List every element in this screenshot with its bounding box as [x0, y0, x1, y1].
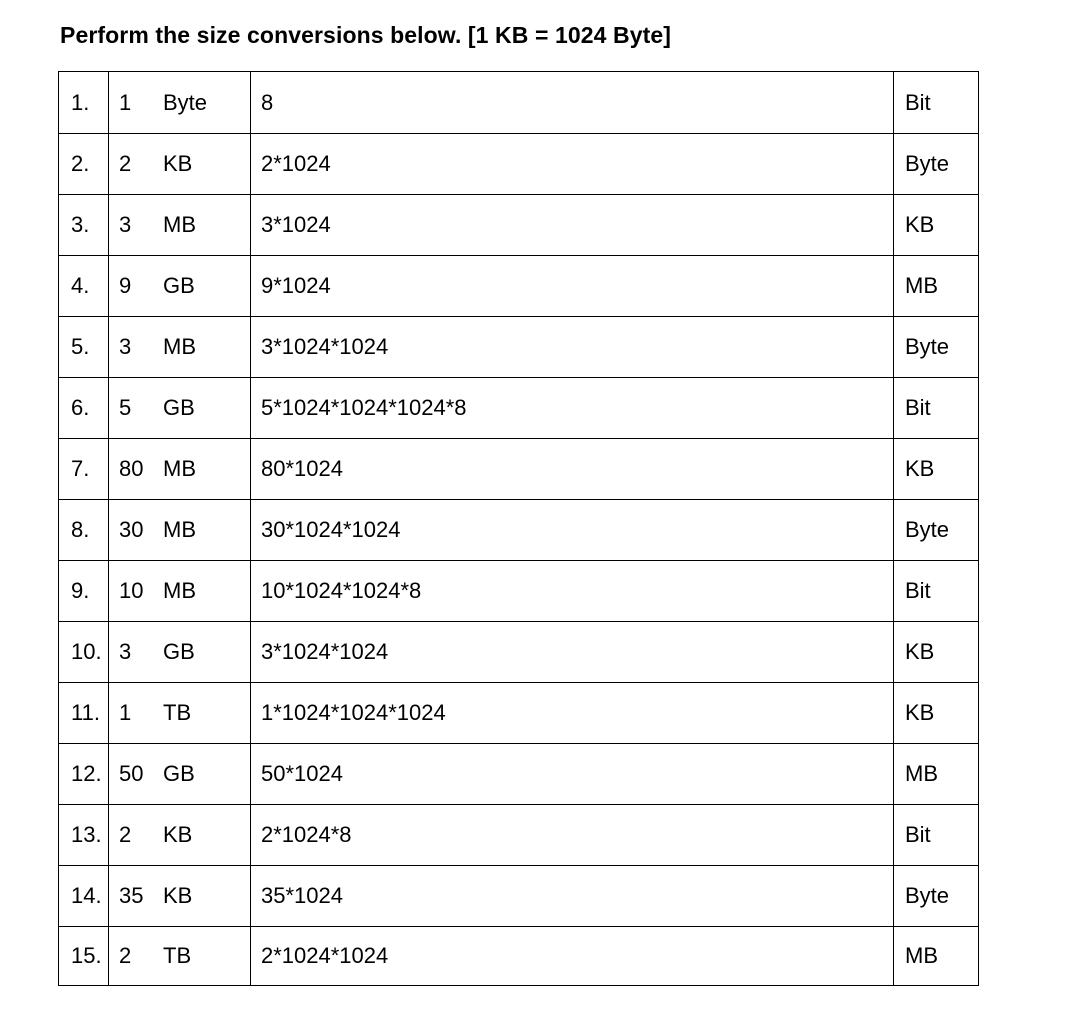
source-amount: 1: [119, 89, 132, 115]
table-row: [59, 927, 979, 986]
row-number: 7.: [59, 439, 109, 500]
worksheet-title: Perform the size conversions below. [1 KB = 1024 Byte]: [60, 22, 672, 48]
table-row: [59, 500, 979, 561]
source-amount: 50: [119, 761, 144, 786]
source-unit: KB: [163, 822, 193, 847]
target-unit: KB: [894, 683, 979, 744]
table-row: [59, 561, 979, 622]
source-quantity: [109, 195, 251, 256]
row-number: 15.: [59, 927, 109, 986]
target-unit: KB: [894, 195, 979, 256]
source-amount: 80: [119, 456, 144, 481]
source-amount: 3: [119, 334, 132, 359]
source-unit: MB: [163, 212, 196, 237]
conversion-expression: 5*1024*1024*1024*8: [251, 378, 894, 439]
source-amount: 9: [119, 273, 132, 298]
target-unit: Bit: [894, 378, 979, 439]
source-unit: GB: [163, 273, 195, 298]
conversion-expression: 9*1024: [251, 256, 894, 317]
target-unit: MB: [894, 256, 979, 317]
source-amount: 35: [119, 883, 144, 908]
conversion-expression: 50*1024: [251, 744, 894, 805]
source-quantity: [109, 317, 251, 378]
target-unit: Bit: [894, 561, 979, 622]
conversion-expression: 3*1024: [251, 195, 894, 256]
target-unit: KB: [894, 439, 979, 500]
row-number: 5.: [59, 317, 109, 378]
row-number: 14.: [59, 866, 109, 927]
conversion-expression: 3*1024*1024: [251, 622, 894, 683]
source-unit: KB: [163, 883, 193, 908]
row-number: 11.: [59, 683, 109, 744]
source-quantity: [109, 500, 251, 561]
source-quantity: [109, 744, 251, 805]
target-unit: MB: [894, 927, 979, 986]
conversion-expression: 80*1024: [251, 439, 894, 500]
source-quantity: [109, 561, 251, 622]
table-row: [59, 195, 979, 256]
source-unit: MB: [163, 578, 196, 603]
row-number: 10.: [59, 622, 109, 683]
source-quantity: [109, 378, 251, 439]
table-row: [59, 317, 979, 378]
target-unit: Byte: [894, 317, 979, 378]
source-quantity: [109, 805, 251, 866]
row-number: 2.: [59, 134, 109, 195]
source-amount: 1: [119, 700, 132, 725]
source-unit: TB: [163, 700, 192, 725]
conversion-expression: 1*1024*1024*1024: [251, 683, 894, 744]
target-unit: Byte: [894, 866, 979, 927]
source-unit: Byte: [163, 89, 208, 115]
source-amount: 3: [119, 639, 132, 664]
conversion-expression: 3*1024*1024: [251, 317, 894, 378]
conversion-expression: 8: [251, 72, 894, 134]
source-amount: 2: [119, 822, 132, 847]
table-row: [59, 256, 979, 317]
target-unit: Bit: [894, 72, 979, 134]
row-number: 4.: [59, 256, 109, 317]
table-row: [59, 683, 979, 744]
conversion-expression: 10*1024*1024*8: [251, 561, 894, 622]
source-quantity: [109, 72, 251, 134]
conversion-table: [58, 71, 979, 986]
table-row: [59, 378, 979, 439]
source-quantity: [109, 927, 251, 986]
source-unit: MB: [163, 456, 196, 481]
target-unit: KB: [894, 622, 979, 683]
conversion-expression: 35*1024: [251, 866, 894, 927]
source-quantity: [109, 866, 251, 927]
source-unit: GB: [163, 761, 195, 786]
table-row: [59, 439, 979, 500]
source-amount: 2: [119, 151, 132, 176]
source-amount: 3: [119, 212, 132, 237]
table-row: [59, 805, 979, 866]
target-unit: Byte: [894, 134, 979, 195]
source-unit: TB: [163, 943, 192, 968]
source-amount: 10: [119, 578, 144, 603]
conversion-expression: 2*1024*1024: [251, 927, 894, 986]
row-number: 3.: [59, 195, 109, 256]
target-unit: Byte: [894, 500, 979, 561]
conversion-expression: 2*1024*8: [251, 805, 894, 866]
conversion-expression: 30*1024*1024: [251, 500, 894, 561]
table-row: [59, 744, 979, 805]
source-amount: 5: [119, 395, 132, 420]
source-quantity: [109, 683, 251, 744]
source-quantity: [109, 622, 251, 683]
target-unit: MB: [894, 744, 979, 805]
source-quantity: [109, 256, 251, 317]
table-row: [59, 134, 979, 195]
source-amount: 30: [119, 517, 144, 542]
table-row: [59, 866, 979, 927]
row-number: 8.: [59, 500, 109, 561]
table-row: [59, 72, 979, 134]
target-unit: Bit: [894, 805, 979, 866]
source-unit: MB: [163, 334, 196, 359]
row-number: 12.: [59, 744, 109, 805]
row-number: 13.: [59, 805, 109, 866]
row-number: 6.: [59, 378, 109, 439]
source-unit: GB: [163, 639, 195, 664]
row-number: 1.: [59, 72, 109, 134]
conversion-expression: 2*1024: [251, 134, 894, 195]
source-unit: GB: [163, 395, 195, 420]
conversion-table-body: [59, 72, 979, 986]
source-amount: 2: [119, 943, 132, 968]
source-unit: KB: [163, 151, 193, 176]
row-number: 9.: [59, 561, 109, 622]
table-row: [59, 622, 979, 683]
source-quantity: [109, 439, 251, 500]
source-unit: MB: [163, 517, 196, 542]
source-quantity: [109, 134, 251, 195]
